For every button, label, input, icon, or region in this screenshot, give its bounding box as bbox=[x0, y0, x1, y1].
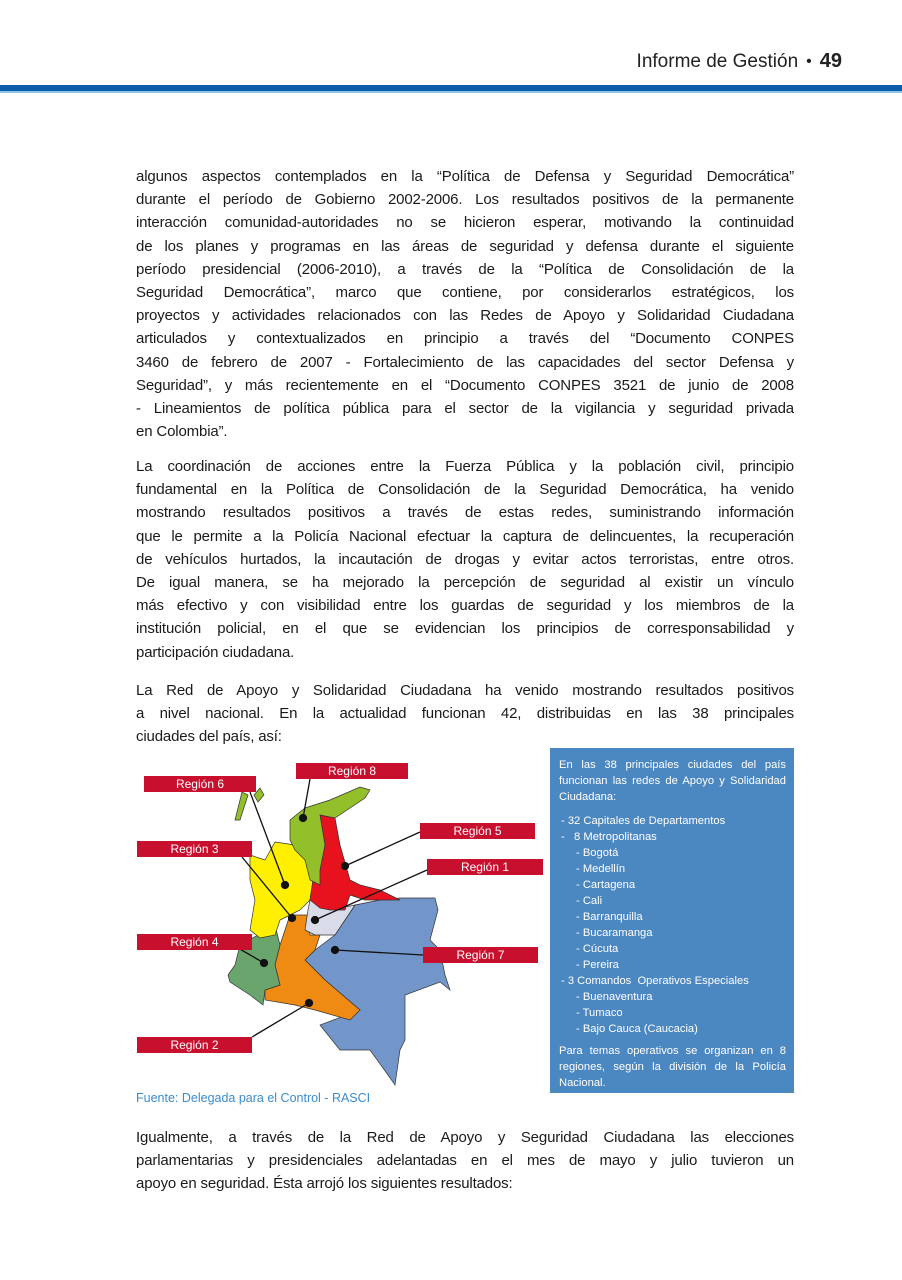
infobox-footer: Para temas operativos se organizan en 8 regiones, según la división de la Policía Nacional. bbox=[559, 1045, 786, 1089]
cities-info-box bbox=[550, 748, 794, 1093]
paragraph-line: 3460 de febrero de 2007 - Fortalecimiento de las capacidades del sector Defensa y bbox=[136, 353, 794, 371]
paragraph-line: ciudades del país, así: bbox=[136, 728, 282, 746]
infobox-metro-title: - 8 Metropolitanas bbox=[561, 831, 657, 843]
paragraph-line: Igualmente, a través de la Red de Apoyo y Seguridad Ciudadana las elecciones bbox=[136, 1129, 794, 1146]
paragraph-line: parlamentarias y presidenciales adelantadas en el mes de mayo y julio tuvieron un bbox=[136, 1152, 794, 1170]
paragraph-line: Seguridad Democrática”, marco que contiene, por considerarlos estratégicos, los bbox=[136, 283, 794, 301]
infobox-metro-city: - Cúcuta bbox=[576, 943, 619, 955]
body-paragraph-1 bbox=[136, 165, 794, 443]
paragraph-line: Seguridad”, y más recientemente en el “Documento CONPES 3521 de junio de 2008 bbox=[136, 376, 794, 394]
region-2-label: Región 2 bbox=[137, 1037, 252, 1053]
paragraph-line: en Colombia”. bbox=[136, 423, 228, 441]
map-region-5 bbox=[310, 815, 400, 910]
paragraph-line: - Lineamientos de política pública para el sector de la vigilancia y seguridad privada bbox=[136, 399, 794, 417]
infobox-capitals: - 32 Capitales de Departamentos bbox=[561, 815, 726, 827]
page-number: 49 bbox=[819, 50, 842, 72]
body-paragraph-3 bbox=[136, 679, 794, 749]
infobox-metro-city: - Bogotá bbox=[576, 847, 619, 859]
paragraph-line: La Red de Apoyo y Solidaridad Ciudadana ha venido mostrando resultados positivos bbox=[136, 682, 794, 699]
body-paragraph-2 bbox=[136, 455, 794, 664]
header-rule-accent bbox=[0, 91, 902, 93]
region-4-label: Región 4 bbox=[137, 934, 252, 950]
infobox-metro-city: - Barranquilla bbox=[576, 911, 643, 923]
figure-source-caption: Fuente: Delegada para el Control - RASCI bbox=[136, 1091, 371, 1105]
paragraph-line: fundamental en la Política de Consolidación de la Seguridad Democrática, ha venido bbox=[136, 481, 794, 499]
region-5-label: Región 5 bbox=[420, 823, 535, 839]
paragraph-line: articulados y contextualizados en principio a través del “Documento CONPES bbox=[136, 330, 794, 348]
header-title: Informe de Gestión bbox=[636, 50, 799, 72]
paragraph-line: apoyo en seguridad. Ésta arrojó los siguientes resultados: bbox=[136, 1175, 513, 1193]
infobox-command: - Buenaventura bbox=[576, 991, 653, 1003]
region-3-label: Región 3 bbox=[137, 841, 252, 857]
paragraph-line: a nivel nacional. En la actualidad funcionan 42, distribuidas en las 38 principales bbox=[136, 705, 794, 723]
map-island bbox=[235, 792, 248, 820]
header-bullet: • bbox=[806, 52, 812, 70]
infobox-metro-city: - Bucaramanga bbox=[576, 927, 653, 939]
paragraph-line: de vehículos hurtados, la incautación de drogas y evitar actos terroristas, entre otros. bbox=[136, 550, 794, 568]
infobox-commands-title: - 3 Comandos Operativos Especiales bbox=[561, 975, 749, 987]
paragraph-line: durante el período de Gobierno 2002-2006. Los resultados positivos de la permanente bbox=[136, 191, 794, 209]
infobox-metro-city: - Medellín bbox=[576, 863, 626, 875]
paragraph-line: más efectivo y con visibilidad entre los guardas de seguridad y los miembros de la bbox=[136, 597, 794, 615]
paragraph-line: De igual manera, se ha mejorado la percepción de seguridad al existir un vínculo bbox=[136, 573, 794, 591]
infobox-metro-city: - Cartagena bbox=[576, 879, 636, 891]
infobox-intro: En las 38 principales ciudades del país funcionan las redes de Apoyo y Solidaridad Ciudadana: bbox=[559, 759, 786, 803]
paragraph-line: de los planes y programas en las áreas de seguridad y defensa durante el siguiente bbox=[136, 237, 794, 255]
running-header bbox=[637, 50, 842, 73]
paragraph-line: La coordinación de acciones entre la Fuerza Pública y la población civil, principio bbox=[136, 458, 794, 475]
region-6-label: Región 6 bbox=[144, 776, 256, 792]
paragraph-line: institución policial, en el que se evidencian los principios de corresponsabilidad y bbox=[136, 620, 794, 638]
region-7-label: Región 7 bbox=[423, 947, 538, 963]
paragraph-line: interacción comunidad-autoridades no se hicieron esperar, motivando la continuidad bbox=[136, 214, 794, 232]
paragraph-line: período presidencial (2006-2010), a través de la “Política de Consolidación de la bbox=[136, 260, 794, 278]
paragraph-line: algunos aspectos contemplados en la “Política de Defensa y Seguridad Democrática” bbox=[136, 168, 794, 185]
infobox-metro-city: - Pereira bbox=[576, 959, 619, 971]
infobox-command: - Bajo Cauca (Caucacia) bbox=[576, 1023, 698, 1035]
infobox-metro-city: - Cali bbox=[576, 895, 603, 907]
paragraph-line: participación ciudadana. bbox=[136, 643, 295, 661]
paragraph-line: que le permite a la Policía Nacional efectuar la captura de delincuentes, la recuperación bbox=[136, 527, 794, 545]
region-8-label: Región 8 bbox=[296, 763, 408, 779]
body-paragraph-4 bbox=[136, 1126, 794, 1196]
paragraph-line: proyectos y actividades relacionados con las Redes de Apoyo y Solidaridad Ciudadana bbox=[136, 307, 794, 325]
region-1-label: Región 1 bbox=[427, 859, 543, 875]
paragraph-line: mostrando resultados positivos a través de estas redes, suministrando información bbox=[136, 504, 794, 522]
infobox-command: - Tumaco bbox=[576, 1007, 623, 1019]
